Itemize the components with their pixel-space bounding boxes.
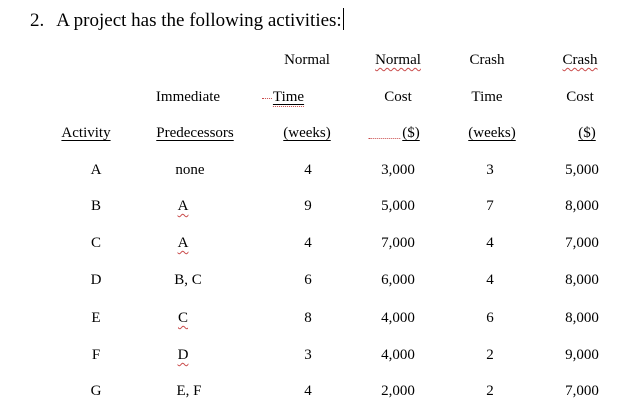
header-normal-cost-3-text: ($)	[402, 125, 420, 141]
cell-crash-time: 7	[486, 198, 494, 214]
cell-predecessors	[162, 346, 189, 364]
cell-predecessors	[162, 234, 189, 252]
header-crash-cost-3-text: ($)	[578, 125, 596, 141]
cell-predecessors	[162, 197, 189, 215]
header-normal-time-1: Normal	[284, 52, 330, 68]
cell-predecessors	[162, 309, 188, 327]
header-crash-time-1: Crash	[469, 52, 505, 68]
cell-crash-cost: 5,000	[565, 162, 599, 178]
header-activity	[61, 124, 110, 142]
header-normal-cost-2: Cost	[384, 89, 412, 105]
cell-normal-cost: 4,000	[381, 310, 415, 326]
cell-crash-cost: 9,000	[565, 347, 599, 363]
question-number: 2.	[30, 10, 45, 31]
cell-predecessors-text: C	[177, 310, 189, 326]
header-crash-cost-1-text: Crash	[562, 52, 598, 68]
header-crash-time-3	[468, 124, 515, 142]
cell-predecessors: E, F	[176, 383, 202, 399]
cell-crash-cost: 8,000	[565, 198, 599, 214]
cell-crash-time: 2	[486, 383, 494, 399]
header-predecessors-3-text: Predecessors	[156, 125, 234, 141]
cell-normal-time: 4	[304, 383, 312, 399]
cell-normal-cost: 3,000	[381, 162, 415, 178]
header-crash-time-3-text: (weeks)	[468, 125, 516, 141]
header-crash-cost-2: Cost	[566, 89, 594, 105]
cell-activity: B	[90, 198, 102, 214]
cell-crash-time: 4	[486, 235, 494, 251]
cell-crash-time: 2	[486, 347, 494, 363]
cell-activity: E	[91, 310, 101, 326]
cell-predecessors-text: A	[177, 235, 189, 251]
cell-activity: F	[91, 347, 101, 363]
cell-normal-time: 9	[304, 198, 312, 214]
header-activity-text: Activity	[61, 125, 111, 141]
cell-activity: A	[90, 162, 102, 178]
header-predecessors-3	[156, 124, 233, 142]
text-cursor	[343, 8, 344, 30]
cell-normal-time: 6	[304, 272, 312, 288]
cell-normal-time: 4	[304, 235, 312, 251]
header-predecessors-2: Immediate	[155, 89, 221, 105]
cell-normal-time: 3	[304, 347, 312, 363]
header-normal-time-3	[283, 124, 330, 142]
cell-normal-cost: 5,000	[381, 198, 415, 214]
header-crash-cost-1	[563, 51, 598, 69]
cell-crash-cost: 7,000	[565, 235, 599, 251]
cell-activity: C	[90, 235, 102, 251]
cell-crash-cost: 7,000	[565, 383, 599, 399]
cell-activity: D	[90, 272, 102, 288]
header-normal-time-2	[262, 88, 304, 106]
cell-crash-time: 3	[486, 162, 494, 178]
cell-normal-cost: 7,000	[381, 235, 415, 251]
header-normal-cost-1-text: Normal	[375, 52, 421, 68]
cell-crash-cost: 8,000	[565, 272, 599, 288]
question-title	[30, 8, 344, 32]
header-normal-cost-3	[368, 124, 420, 142]
header-normal-time-3-text: (weeks)	[283, 125, 331, 141]
header-normal-cost-1	[375, 51, 421, 69]
cell-crash-time: 6	[486, 310, 494, 326]
cell-normal-cost: 6,000	[381, 272, 415, 288]
cell-predecessors-text: A	[177, 198, 189, 214]
question-text: A project has the following activities:	[56, 10, 342, 31]
cell-normal-time: 4	[304, 162, 312, 178]
header-crash-time-2: Time	[471, 89, 503, 105]
cell-normal-time: 8	[304, 310, 312, 326]
header-crash-cost-3	[564, 124, 596, 142]
cell-predecessors: B, C	[174, 272, 202, 288]
cell-normal-cost: 2,000	[381, 383, 415, 399]
header-normal-time-2-text: Time	[272, 89, 305, 105]
cell-crash-time: 4	[486, 272, 494, 288]
cell-crash-cost: 8,000	[565, 310, 599, 326]
cell-predecessors-text: D	[177, 347, 189, 363]
cell-activity: G	[90, 383, 102, 399]
cell-predecessors: none	[175, 162, 205, 178]
cell-normal-cost: 4,000	[381, 347, 415, 363]
